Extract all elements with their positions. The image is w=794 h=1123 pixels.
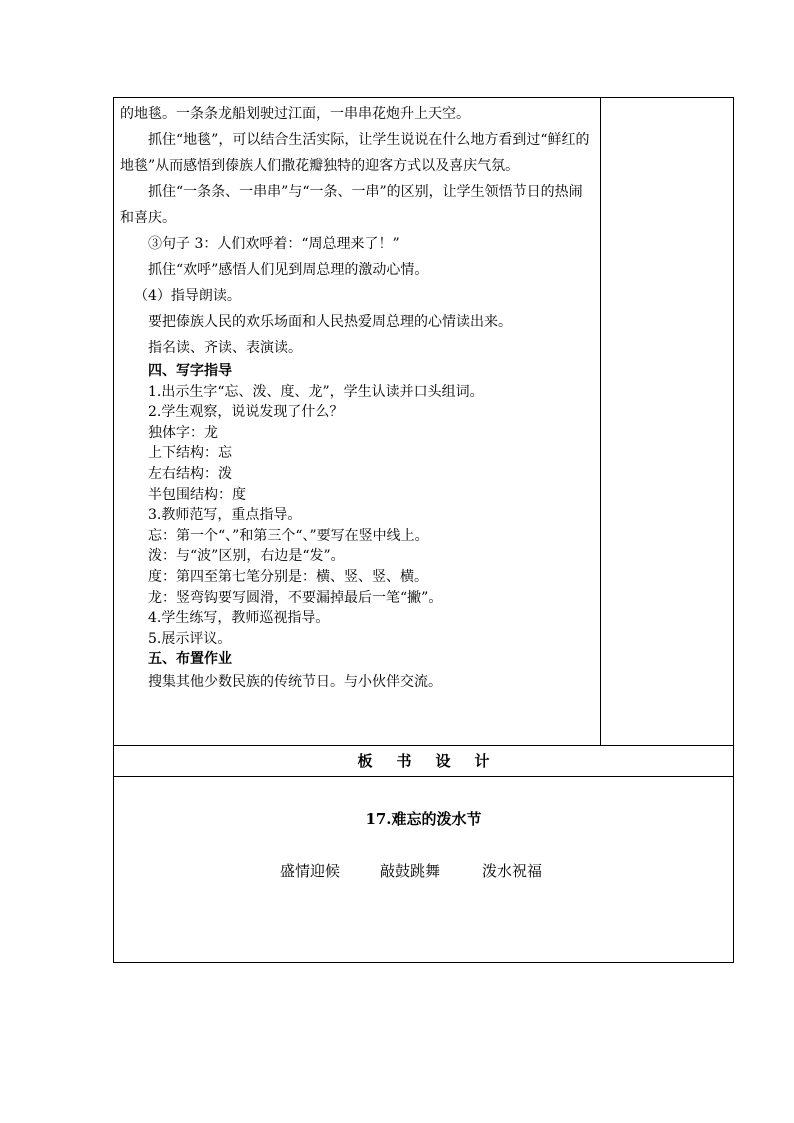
text-line: ③句子 3：人们欢呼着：“周总理来了！” [148, 236, 400, 252]
list-item: 搜集其他少数民族的传统节日。与小伙伴交流。 [148, 673, 442, 690]
header-char: 设 [435, 752, 451, 770]
board-title: 17.难忘的泼水节 [365, 810, 482, 828]
board-design-header [114, 746, 733, 775]
list-item: 独体字：龙 [148, 424, 218, 441]
section-heading: 四、写字指导 [148, 363, 232, 379]
text-line: 要把傣族人民的欢乐场面和人民热爱周总理的心情读出来。 [148, 314, 512, 330]
text-line: 抓住“欢呼”感悟人们见到周总理的激动心情。 [148, 262, 429, 278]
text-paragraph: 抓住“地毯”，可以结合生活实际，让学生说说在什么地方看到过“鲜红的地毯”从而感悟到傣族人们撒花瓣独特的迎客方式以及喜庆气氛。 [120, 132, 590, 174]
list-item: 3.教师范写，重点指导。 [148, 507, 302, 524]
table-divider [114, 776, 733, 777]
list-item: 龙：竖弯钩要写圆滑，不要漏掉最后一笔“撇”。 [148, 589, 443, 606]
teaching-process-cell [120, 98, 596, 694]
board-item: 敲鼓跳舞 [380, 862, 441, 880]
board-item: 泼水祝福 [482, 862, 543, 880]
list-item: 半包围结构：度 [148, 486, 246, 503]
list-item: 1.出示生字“忘、泼、度、龙”，学生认读并口头组词。 [148, 383, 484, 400]
header-char: 板 [357, 752, 373, 770]
list-item: 4.学生练写，教师巡视指导。 [148, 610, 330, 627]
list-item: 5.展示评议。 [148, 630, 232, 647]
list-item: 左右结构：泼 [148, 465, 232, 482]
text-line: （4）指导朗读。 [134, 288, 241, 304]
list-item: 上下结构：忘 [148, 445, 232, 462]
list-item: 忘：第一个“、”和第三个“、”要写在竖中线上。 [148, 527, 429, 544]
text-paragraph: 抓住“一条条、一串串”与“一条、一串”的区别，让学生领悟节日的热闹和喜庆。 [120, 184, 583, 226]
notes-column-divider [600, 98, 601, 745]
text-line: 的地毯。一条条龙船划驶过江面，一串串花炮升上天空。 [120, 106, 470, 122]
list-item: 泼：与“波”区别，右边是“发”。 [148, 548, 345, 565]
board-items [280, 860, 542, 881]
writing-guidance-section [120, 361, 596, 694]
text-line: 指名读、齐读、表演读。 [148, 340, 302, 356]
section-heading: 五、布置作业 [148, 651, 232, 668]
list-item: 度：第四至第七笔分别是：横、竖、竖、横。 [148, 568, 428, 585]
header-char: 书 [396, 752, 412, 770]
lesson-plan-table [113, 97, 734, 963]
list-item: 2.学生观察，说说发现了什么？ [148, 404, 344, 421]
header-char: 计 [474, 752, 490, 770]
board-item: 盛情迎候 [280, 862, 341, 880]
